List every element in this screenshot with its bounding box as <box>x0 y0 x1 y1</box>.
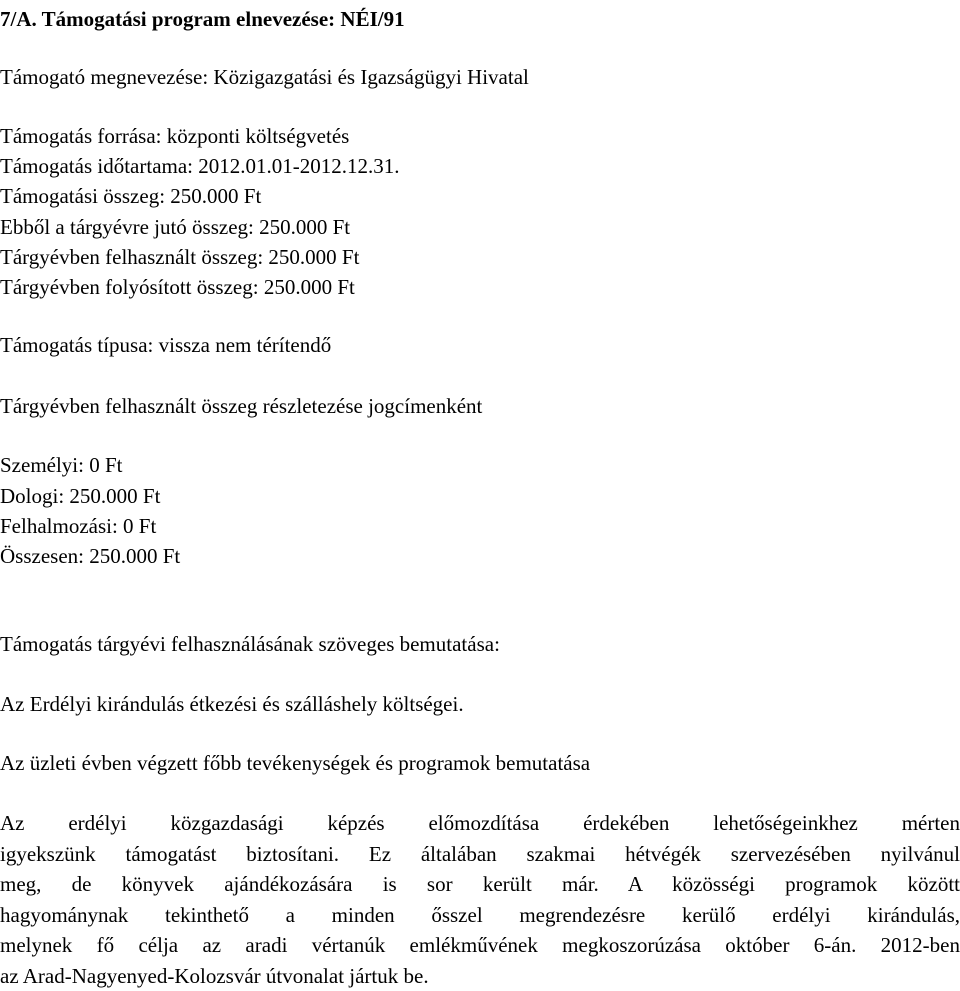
usage-title: Támogatás tárgyévi felhasználásának szöveges bemutatása: <box>0 629 500 660</box>
usage-text: Az Erdélyi kirándulás étkezési és szálláshely költségei. <box>0 689 464 720</box>
activities-paragraph <box>0 808 960 991</box>
program-heading: 7/A. Támogatási program elnevezése: NÉI/91 <box>0 4 405 35</box>
breakdown-title: Tárgyévben felhasznált összeg részletezése jogcímenként <box>0 391 482 422</box>
activities-line: melynek fő célja az aradi vértanúk emlékművének megkoszorúzása október 6-án. 2012-ben <box>0 930 960 961</box>
breakdown-total: Összesen: 250.000 Ft <box>0 541 180 572</box>
activities-line: Az erdélyi közgazdasági képzés előmozdítása érdekében lehetőségeinkhez mérten <box>0 808 960 839</box>
detail-funding-source: Támogatás forrása: központi költségvetés <box>0 121 349 152</box>
detail-duration: Támogatás időtartama: 2012.01.01-2012.12.31. <box>0 151 400 182</box>
activities-line: az Arad-Nagyenyed-Kolozsvár útvonalat jártuk be. <box>0 961 960 991</box>
supporter-name: Támogató megnevezése: Közigazgatási és Igazságügyi Hivatal <box>0 62 529 93</box>
detail-support-amount: Támogatási összeg: 250.000 Ft <box>0 181 261 212</box>
support-type: Támogatás típusa: vissza nem térítendő <box>0 330 331 361</box>
activities-line: meg, de könyvek ajándékozására is sor került már. A közösségi programok között <box>0 869 960 900</box>
activities-line: hagyománynak tekinthető a minden ősszel megrendezésre kerülő erdélyi kirándulás, <box>0 900 960 931</box>
detail-disbursed-amount: Tárgyévben folyósított összeg: 250.000 Ft <box>0 272 355 303</box>
activities-title: Az üzleti évben végzett főbb tevékenységek és programok bemutatása <box>0 748 590 779</box>
detail-year-amount: Ebből a tárgyévre jutó összeg: 250.000 Ft <box>0 212 350 243</box>
activities-line: igyekszünk támogatást biztosítani. Ez általában szakmai hétvégék szervezésében nyilvánul <box>0 839 960 870</box>
breakdown-personal: Személyi: 0 Ft <box>0 450 123 481</box>
detail-used-amount: Tárgyévben felhasznált összeg: 250.000 Ft <box>0 242 359 273</box>
breakdown-material: Dologi: 250.000 Ft <box>0 481 160 512</box>
breakdown-capital: Felhalmozási: 0 Ft <box>0 511 156 542</box>
